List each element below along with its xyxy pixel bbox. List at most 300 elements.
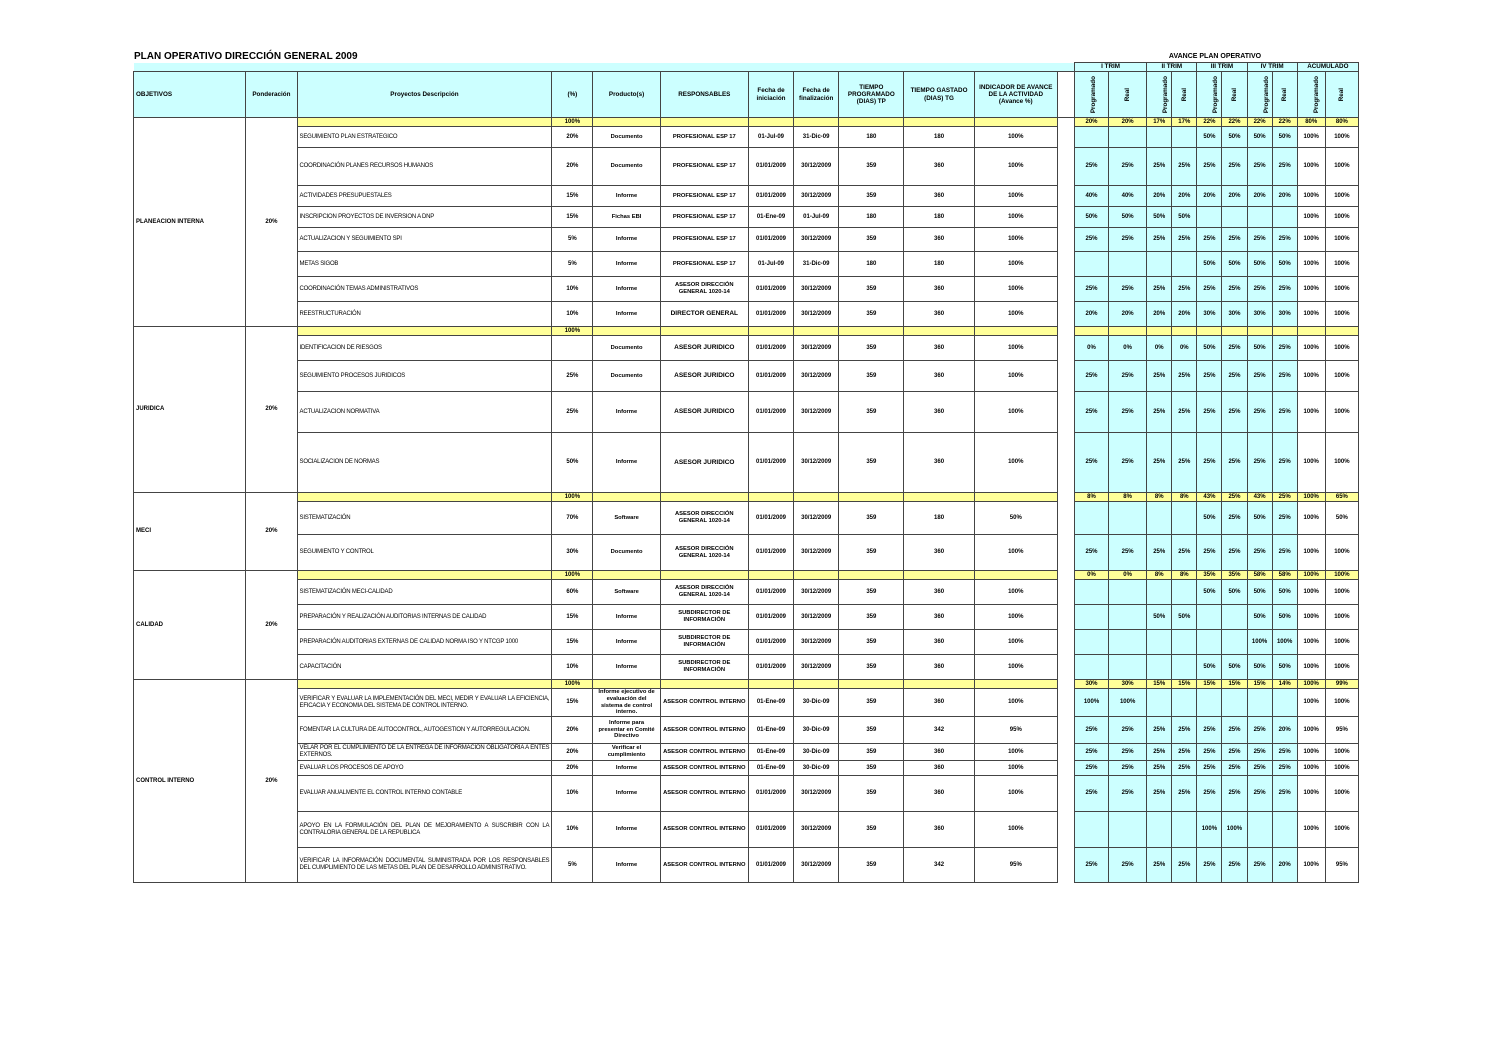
quarter-value: 25%	[1109, 776, 1147, 812]
quarter-value	[1172, 655, 1197, 680]
responsable-value: ASESOR CONTROL INTERNO	[660, 744, 748, 761]
tiempo-programado: 359	[839, 186, 904, 207]
quarter-value	[1272, 689, 1297, 717]
quarter-value: 25%	[1197, 277, 1222, 302]
producto-value: Informe	[593, 605, 660, 630]
quarter-value	[1147, 502, 1172, 535]
total-spacer	[794, 118, 839, 127]
pct-value: 15%	[552, 186, 593, 207]
quarter-value: 25%	[1147, 361, 1172, 392]
quarter-value: 25%	[1172, 761, 1197, 776]
tiempo-gastado: 360	[904, 630, 974, 655]
quarter-value: 100%	[1297, 392, 1325, 433]
tiempo-programado: 359	[839, 277, 904, 302]
quarter-value: 25%	[1222, 535, 1247, 571]
quarter-value: 100%	[1325, 207, 1358, 228]
fecha-iniciacion: 01/01/2009	[748, 186, 793, 207]
quarter-value: 25%	[1247, 361, 1272, 392]
table-row	[134, 655, 1359, 680]
quarter-value: 20%	[1147, 302, 1172, 327]
tiempo-gastado: 360	[904, 605, 974, 630]
indicador-avance: 100%	[974, 277, 1057, 302]
fecha-iniciacion: 01/01/2009	[748, 336, 793, 361]
quarter-value: 25%	[1222, 744, 1247, 761]
header-tiempo-programado: TIEMPO PROGRAMADO (DIAS) TP	[839, 72, 904, 118]
proyecto-descripcion: IDENTIFICACION DE RIESGOS	[297, 336, 552, 361]
quarter-value: 100%	[1297, 776, 1325, 812]
responsable-value: PROFESIONAL ESP 17	[660, 186, 748, 207]
total-spacer	[748, 680, 793, 689]
total-spacer	[660, 493, 748, 502]
fecha-finalizacion: 30-Dic-09	[794, 744, 839, 761]
quarter-value	[1074, 812, 1108, 848]
proyecto-descripcion: VERIFICAR Y EVALUAR LA IMPLEMENTACIÓN DEL MECI, MEDIR Y EVALUAR LA EFICIENCIA, EFICACIA Y ECONOMIA DEL SISTEMA DE CONTROL INTERNO.	[297, 689, 552, 717]
total-spacer	[974, 571, 1057, 580]
proyecto-descripcion: CAPACITACIÓN	[297, 655, 552, 680]
quarter-value	[1109, 127, 1147, 148]
fecha-iniciacion: 01/01/2009	[748, 228, 793, 252]
quarter-value: 25%	[1247, 535, 1272, 571]
total-spacer	[904, 118, 974, 127]
total-spacer	[593, 571, 660, 580]
ponderacion-value: 20%	[246, 327, 297, 493]
quarter-value	[1147, 812, 1172, 848]
tiempo-gastado: 360	[904, 761, 974, 776]
quarter-value: 25%	[1247, 776, 1272, 812]
total-spacer	[794, 327, 839, 336]
quarter-value: 25%	[1147, 776, 1172, 812]
fecha-finalizacion: 30/12/2009	[794, 502, 839, 535]
quarter-value: 25%	[1197, 392, 1222, 433]
quarter-value: 50%	[1074, 207, 1108, 228]
fecha-iniciacion: 01-Jul-09	[748, 252, 793, 277]
gap-cell	[1057, 392, 1074, 433]
fecha-iniciacion: 01-Ene-09	[748, 689, 793, 717]
total-quarter-value	[1197, 327, 1222, 336]
fecha-finalizacion: 30/12/2009	[794, 535, 839, 571]
gap-cell	[1057, 605, 1074, 630]
responsable-value: PROFESIONAL ESP 17	[660, 207, 748, 228]
quarter-value: 25%	[1222, 336, 1247, 361]
quarter-value: 95%	[1325, 848, 1358, 883]
table-row	[134, 277, 1359, 302]
quarter-value: 50%	[1222, 127, 1247, 148]
total-quarter-value: 14%	[1272, 680, 1297, 689]
quarter-value: 50%	[1197, 502, 1222, 535]
column-header-row	[134, 72, 1359, 118]
quarter-value: 25%	[1222, 717, 1247, 744]
header-real: Real	[1180, 87, 1188, 102]
quarter-value: 25%	[1147, 148, 1172, 186]
fecha-finalizacion: 31-Dic-09	[794, 127, 839, 148]
table-row	[134, 207, 1359, 228]
table-row	[134, 302, 1359, 327]
quarter-value: 25%	[1222, 433, 1247, 493]
header-proyectos: Proyectos Descripción	[297, 72, 552, 118]
quarter-value	[1147, 252, 1172, 277]
tiempo-programado: 180	[839, 252, 904, 277]
pct-value: 15%	[552, 605, 593, 630]
indicador-avance: 100%	[974, 302, 1057, 327]
quarter-value	[1272, 812, 1297, 848]
quarter-value: 50%	[1197, 336, 1222, 361]
proyecto-descripcion: SEGUIMIENTO PLAN ESTRATEGICO	[297, 127, 552, 148]
indicador-avance: 95%	[974, 717, 1057, 744]
header-fecha-iniciacion: Fecha de iniciación	[748, 72, 793, 118]
quarter-value: 25%	[1272, 433, 1297, 493]
quarter-value: 100%	[1297, 207, 1325, 228]
tiempo-gastado: 360	[904, 336, 974, 361]
producto-value: Documento	[593, 148, 660, 186]
gap-cell	[1057, 776, 1074, 812]
total-quarter-value: 22%	[1197, 118, 1222, 127]
gap-cell	[1057, 433, 1074, 493]
table-row	[134, 361, 1359, 392]
quarter-value: 25%	[1109, 277, 1147, 302]
quarter-value: 100%	[1325, 277, 1358, 302]
quarter-value: 50%	[1147, 207, 1172, 228]
pct-value	[552, 336, 593, 361]
total-pct: 100%	[552, 327, 593, 336]
quarter-value	[1109, 655, 1147, 680]
quarter-value: 100%	[1325, 127, 1358, 148]
quarter-value: 25%	[1074, 776, 1108, 812]
responsable-value: SUBDIRECTOR DE INFORMACIÓN	[660, 655, 748, 680]
tiempo-gastado: 360	[904, 776, 974, 812]
quarter-value: 25%	[1272, 228, 1297, 252]
quarter-value: 25%	[1074, 717, 1108, 744]
quarter-value: 50%	[1172, 207, 1197, 228]
quarter-value: 25%	[1197, 717, 1222, 744]
quarter-value: 25%	[1272, 277, 1297, 302]
quarter-value: 25%	[1147, 848, 1172, 883]
quarter-value: 25%	[1197, 776, 1222, 812]
quarter-value: 25%	[1197, 361, 1222, 392]
quarter-value: 25%	[1272, 336, 1297, 361]
fecha-finalizacion: 01-Jul-09	[794, 207, 839, 228]
quarter-value: 25%	[1074, 535, 1108, 571]
tiempo-programado: 359	[839, 302, 904, 327]
total-quarter-value: 100%	[1297, 493, 1325, 502]
header-programado: Programado	[1312, 75, 1320, 114]
tiempo-programado: 359	[839, 433, 904, 493]
table-row	[134, 717, 1359, 744]
total-quarter-value: 8%	[1074, 493, 1108, 502]
quarter-value: 20%	[1272, 186, 1297, 207]
indicador-avance: 100%	[974, 630, 1057, 655]
quarter-value: 0%	[1172, 336, 1197, 361]
quarter-value: 20%	[1272, 848, 1297, 883]
total-quarter-value: 58%	[1272, 571, 1297, 580]
gap-cell	[1057, 580, 1074, 605]
fecha-finalizacion: 30/12/2009	[794, 228, 839, 252]
producto-value: Documento	[593, 535, 660, 571]
responsable-value: ASESOR DIRECCIÓN GENERAL 1020-14	[660, 502, 748, 535]
indicador-avance: 100%	[974, 148, 1057, 186]
proyecto-descripcion: METAS SIGOB	[297, 252, 552, 277]
quarter-value: 100%	[1297, 655, 1325, 680]
tiempo-programado: 359	[839, 228, 904, 252]
quarter-value	[1222, 630, 1247, 655]
proyecto-descripcion: SOCIALIZACION DE NORMAS	[297, 433, 552, 493]
total-spacer	[794, 571, 839, 580]
fecha-iniciacion: 01/01/2009	[748, 655, 793, 680]
quarter-value: 25%	[1247, 717, 1272, 744]
total-spacer	[748, 493, 793, 502]
quarter-value	[1147, 655, 1172, 680]
ponderacion-value: 20%	[246, 493, 297, 571]
fecha-finalizacion: 30/12/2009	[794, 580, 839, 605]
fecha-finalizacion: 30/12/2009	[794, 186, 839, 207]
pct-value: 15%	[552, 207, 593, 228]
quarter-value: 100%	[1297, 127, 1325, 148]
proyecto-descripcion: PREPARACIÓN AUDITORIAS EXTERNAS DE CALIDAD NORMA ISO Y NTCGP 1000	[297, 630, 552, 655]
gap-cell	[1057, 571, 1074, 580]
gap-cell	[1057, 148, 1074, 186]
gap-cell	[1057, 118, 1074, 127]
tiempo-programado: 359	[839, 580, 904, 605]
quarter-value: 50%	[1272, 655, 1297, 680]
fecha-iniciacion: 01/01/2009	[748, 630, 793, 655]
tiempo-programado: 359	[839, 605, 904, 630]
total-spacer	[593, 680, 660, 689]
quarter-value: 100%	[1297, 744, 1325, 761]
fecha-finalizacion: 30-Dic-09	[794, 717, 839, 744]
quarter-value: 100%	[1197, 812, 1222, 848]
indicador-avance: 100%	[974, 535, 1057, 571]
indicador-avance: 100%	[974, 761, 1057, 776]
quarter-value: 25%	[1222, 361, 1247, 392]
quarter-value	[1147, 127, 1172, 148]
gap-cell	[1057, 327, 1074, 336]
total-quarter-value: 20%	[1074, 118, 1108, 127]
quarter-value: 100%	[1325, 744, 1358, 761]
quarter-value	[1172, 689, 1197, 717]
total-quarter-value: 30%	[1074, 680, 1108, 689]
quarter-value: 100%	[1325, 580, 1358, 605]
quarter-value: 25%	[1109, 228, 1147, 252]
total-quarter-value: 25%	[1222, 493, 1247, 502]
total-quarter-value: 65%	[1325, 493, 1358, 502]
total-quarter-value: 8%	[1147, 571, 1172, 580]
header-indicador: INDICADOR DE AVANCE DE LA ACTIVIDAD (Avance %)	[974, 72, 1057, 118]
objetivo-label: MECI	[134, 493, 246, 571]
pct-value: 10%	[552, 302, 593, 327]
producto-value: Informe	[593, 812, 660, 848]
quarter-value: 50%	[1247, 252, 1272, 277]
ponderacion-value: 20%	[246, 118, 297, 327]
total-quarter-value: 15%	[1247, 680, 1272, 689]
quarter-value: 25%	[1074, 228, 1108, 252]
quarter-value: 100%	[1074, 689, 1108, 717]
total-quarter-value: 100%	[1297, 571, 1325, 580]
total-spacer	[904, 327, 974, 336]
gap-cell	[1057, 277, 1074, 302]
quarter-value: 100%	[1297, 336, 1325, 361]
fecha-finalizacion: 30/12/2009	[794, 336, 839, 361]
objetivo-label: PLANEACION INTERNA	[134, 118, 246, 327]
tiempo-programado: 180	[839, 127, 904, 148]
producto-value: Informe	[593, 433, 660, 493]
tiempo-gastado: 342	[904, 848, 974, 883]
header-tiempo-gastado: TIEMPO GASTADO (DIAS) TG	[904, 72, 974, 118]
quarter-value: 25%	[1272, 776, 1297, 812]
plan-operativo-table	[133, 62, 1359, 883]
fecha-finalizacion: 30/12/2009	[794, 302, 839, 327]
total-quarter-value	[1147, 327, 1172, 336]
producto-value: Informe	[593, 228, 660, 252]
indicador-avance: 100%	[974, 744, 1057, 761]
table-row	[134, 812, 1359, 848]
total-spacer	[660, 327, 748, 336]
quarter-value	[1247, 207, 1272, 228]
quarter-value: 100%	[1297, 689, 1325, 717]
total-quarter-value: 0%	[1074, 571, 1108, 580]
total-quarter-value	[1074, 327, 1108, 336]
total-pct: 100%	[552, 493, 593, 502]
producto-value: Informe	[593, 277, 660, 302]
pct-value: 20%	[552, 761, 593, 776]
quarter-value: 25%	[1247, 148, 1272, 186]
quarter-value: 100%	[1325, 336, 1358, 361]
total-quarter-value: 100%	[1325, 571, 1358, 580]
proyecto-descripcion: ACTUALIZACION Y SEGUIMIENTO SPI	[297, 228, 552, 252]
fecha-finalizacion: 30/12/2009	[794, 655, 839, 680]
tiempo-programado: 359	[839, 812, 904, 848]
gap-cell	[1057, 207, 1074, 228]
quarter-value: 100%	[1325, 186, 1358, 207]
fecha-iniciacion: 01/01/2009	[748, 361, 793, 392]
quarter-value: 100%	[1297, 277, 1325, 302]
total-quarter-value: 8%	[1172, 493, 1197, 502]
proyecto-descripcion: ACTUALIZACION NORMATIVA	[297, 392, 552, 433]
pct-value: 15%	[552, 689, 593, 717]
header-producto: Producto(s)	[593, 72, 660, 118]
quarter-value	[1197, 630, 1222, 655]
table-row	[134, 186, 1359, 207]
table-row	[134, 848, 1359, 883]
header-real: Real	[1124, 87, 1132, 102]
producto-value: Informe	[593, 302, 660, 327]
quarter-value: 0%	[1109, 336, 1147, 361]
responsable-value: PROFESIONAL ESP 17	[660, 252, 748, 277]
total-spacer	[904, 571, 974, 580]
quarter-value: 25%	[1197, 148, 1222, 186]
quarter-value	[1147, 580, 1172, 605]
fecha-iniciacion: 01/01/2009	[748, 502, 793, 535]
quarter-value: 25%	[1272, 535, 1297, 571]
page-title: PLAN OPERATIVO DIRECCIÓN GENERAL 2009	[134, 51, 358, 62]
producto-value: Informe ejecutivo de evaluación del sistema de control interno.	[593, 689, 660, 717]
total-quarter-value: 17%	[1172, 118, 1197, 127]
quarter-value: 100%	[1297, 361, 1325, 392]
quarter-value: 25%	[1109, 717, 1147, 744]
total-quarter-value: 8%	[1172, 571, 1197, 580]
responsable-value: DIRECTOR GENERAL	[660, 302, 748, 327]
responsable-value: ASESOR DIRECCIÓN GENERAL 1020-14	[660, 535, 748, 571]
quarter-value: 20%	[1272, 717, 1297, 744]
indicador-avance: 100%	[974, 433, 1057, 493]
quarter-value	[1109, 502, 1147, 535]
total-spacer	[748, 571, 793, 580]
pct-value: 10%	[552, 776, 593, 812]
total-spacer	[660, 571, 748, 580]
responsable-value: ASESOR JURIDICO	[660, 433, 748, 493]
gap-cell	[1057, 717, 1074, 744]
fecha-iniciacion: 01-Ene-09	[748, 207, 793, 228]
pct-value: 60%	[552, 580, 593, 605]
quarter-value: 25%	[1197, 433, 1222, 493]
ponderacion-value: 20%	[246, 680, 297, 883]
quarter-value: 20%	[1172, 186, 1197, 207]
proyecto-descripcion: SISTEMATIZACIÓN	[297, 502, 552, 535]
quarter-value: 100%	[1297, 186, 1325, 207]
quarter-value: 100%	[1297, 148, 1325, 186]
quarter-value: 50%	[1272, 252, 1297, 277]
total-quarter-value: 8%	[1147, 493, 1172, 502]
gap-cell	[1057, 228, 1074, 252]
responsable-value: ASESOR JURIDICO	[660, 336, 748, 361]
quarter-value: 50%	[1247, 127, 1272, 148]
tiempo-programado: 359	[839, 336, 904, 361]
quarter-value: 25%	[1172, 848, 1197, 883]
indicador-avance: 100%	[974, 580, 1057, 605]
quarter-value	[1147, 689, 1172, 717]
quarter-value: 20%	[1109, 302, 1147, 327]
pct-value: 30%	[552, 535, 593, 571]
quarter-value	[1172, 252, 1197, 277]
total-quarter-value: 8%	[1109, 493, 1147, 502]
total-spacer	[839, 327, 904, 336]
quarter-value: 100%	[1325, 689, 1358, 717]
group-total-row	[134, 493, 1359, 502]
quarter-value: 25%	[1147, 761, 1172, 776]
indicador-avance: 100%	[974, 127, 1057, 148]
proyecto-descripcion: SEGUIMIENTO Y CONTROL	[297, 535, 552, 571]
header-programado: Programado	[1162, 75, 1170, 114]
quarter-value: 20%	[1147, 186, 1172, 207]
fecha-finalizacion: 30/12/2009	[794, 776, 839, 812]
quarter-value: 40%	[1074, 186, 1108, 207]
tiempo-gastado: 360	[904, 689, 974, 717]
proyecto-descripcion: VERIFICAR LA INFORMACIÓN DOCUMENTAL SUMINISTRADA POR LOS RESPONSABLES DEL CUMPLIMIENTO DE LAS METAS DEL PLAN DE DESARROLLO ADMINISTRATIVO.	[297, 848, 552, 883]
quarter-value	[1109, 605, 1147, 630]
gap-cell	[1057, 744, 1074, 761]
total-quarter-value: 17%	[1147, 118, 1172, 127]
tiempo-gastado: 360	[904, 535, 974, 571]
total-quarter-value	[1222, 327, 1247, 336]
trim-label: III TRIM	[1197, 63, 1247, 72]
total-spacer	[794, 680, 839, 689]
total-pct: 100%	[552, 571, 593, 580]
trim-label: ACUMULADO	[1297, 63, 1358, 72]
tiempo-gastado: 342	[904, 717, 974, 744]
total-quarter-value	[1109, 327, 1147, 336]
trim-label: I TRIM	[1074, 63, 1146, 72]
tiempo-gastado: 360	[904, 744, 974, 761]
quarter-value	[1222, 689, 1247, 717]
quarter-value	[1074, 502, 1108, 535]
total-spacer	[974, 118, 1057, 127]
quarter-value	[1172, 630, 1197, 655]
quarter-value: 100%	[1325, 302, 1358, 327]
tiempo-gastado: 180	[904, 252, 974, 277]
quarter-value: 25%	[1172, 776, 1197, 812]
proyecto-descripcion: PREPARACIÓN Y REALIZACIÓN AUDITORIAS INTERNAS DE CALIDAD	[297, 605, 552, 630]
quarter-value: 25%	[1272, 761, 1297, 776]
tiempo-gastado: 360	[904, 580, 974, 605]
quarter-value: 25%	[1172, 535, 1197, 571]
